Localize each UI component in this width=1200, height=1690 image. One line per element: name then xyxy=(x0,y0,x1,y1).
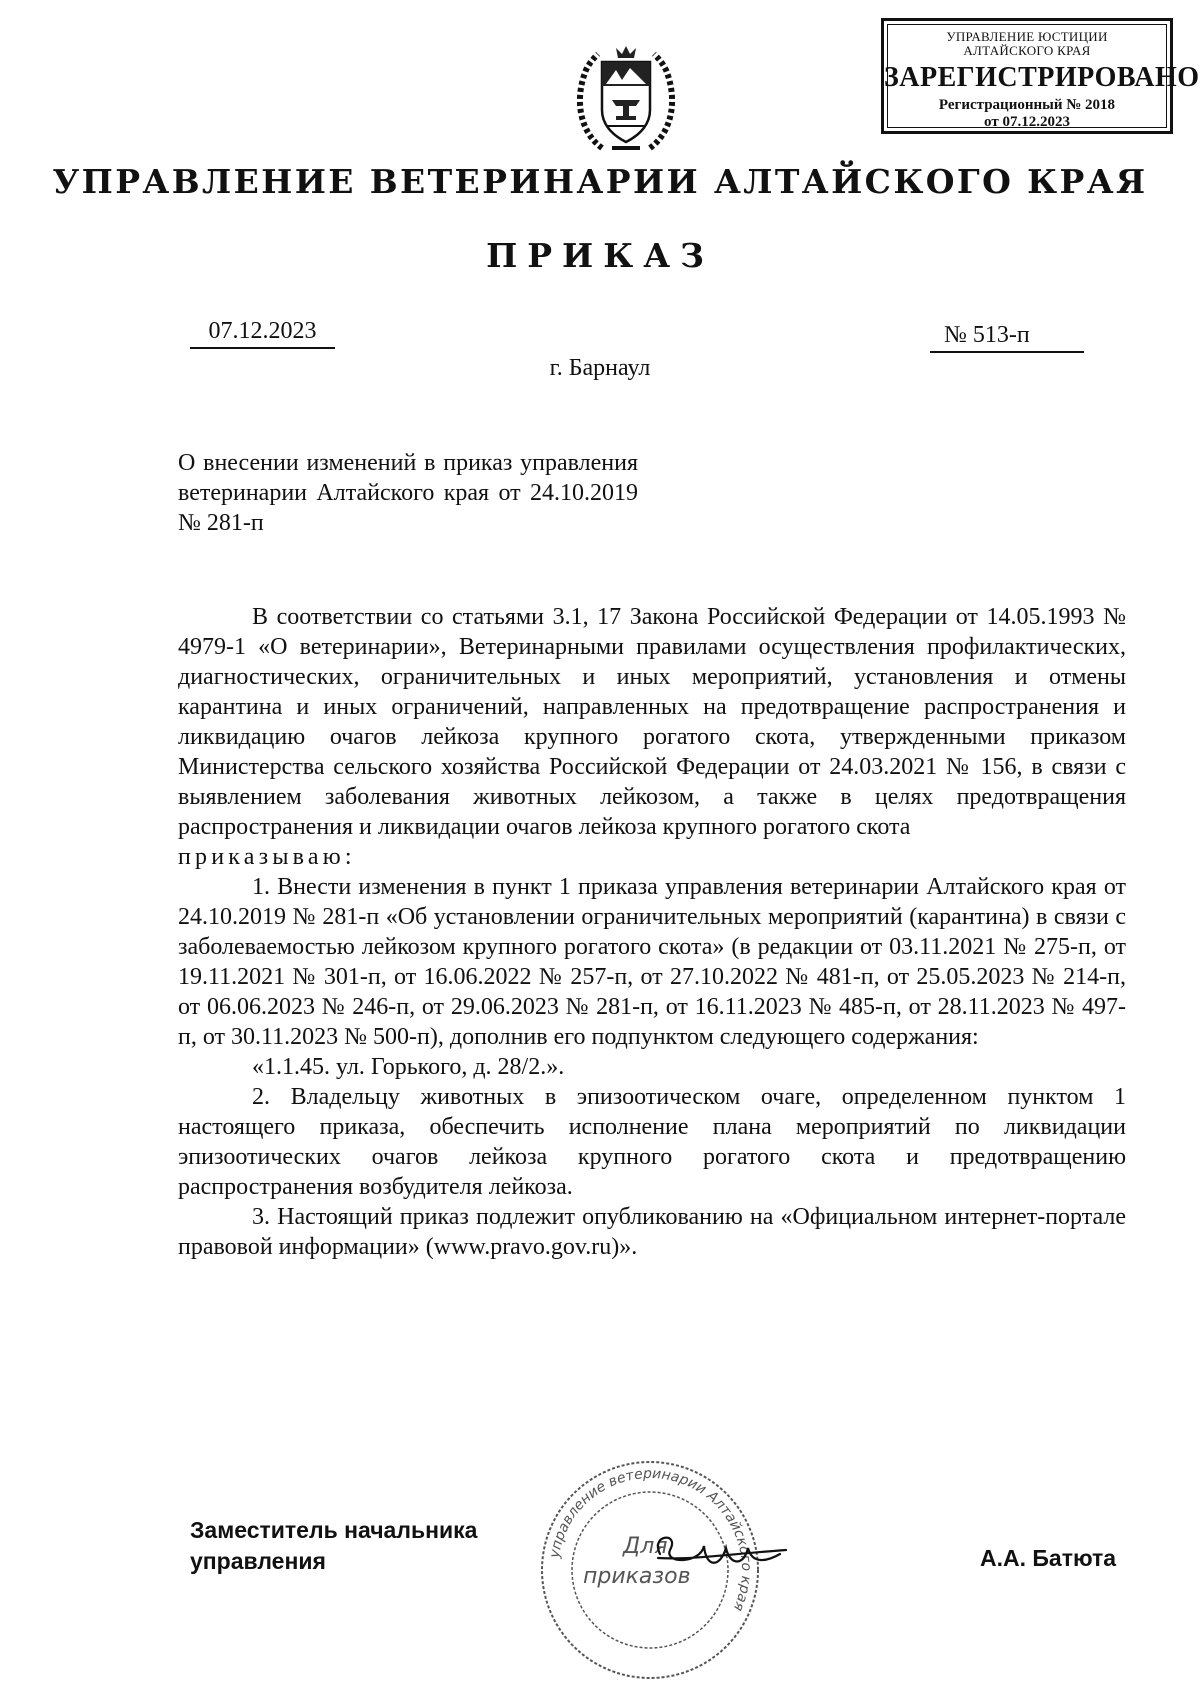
order-body xyxy=(178,602,1126,1262)
city: г. Барнаул xyxy=(549,355,651,381)
stamp-reg-number: Регистрационный № 2018 xyxy=(938,97,1116,113)
order-number: № 513-п xyxy=(930,322,1084,353)
preamble: В соответствии со статьями 3.1, 17 Закона Российской Федерации от 14.05.1993 № 4979-1 «О ветеринарии», Ветеринарными правилами осуществления профилактических, диагностических, ограничительных и иных мероприятий, установления и отмены карантина и иных ограничений, направленных на предотвращение распространения и ликвидацию очагов лейкоза крупного рогатого скота, утвержденными приказом Министерства сельского хозяйства Российской Федерации от 24.03.2021 № 156, в связи с выявлением заболевания животных лейкозом, а также в целях предотвращения распространения и ликвидации очагов лейкоза крупного рогатого скота xyxy=(178,604,1126,840)
item-1-quote: «1.1.45. ул. Горького, д. 28/2.». xyxy=(252,1054,565,1080)
signer-position-line1: Заместитель начальника xyxy=(190,1517,478,1543)
seal-center-line2: приказов xyxy=(583,1564,691,1589)
coat-of-arms-icon xyxy=(572,40,680,158)
stamp-reg-date: от 07.12.2023 xyxy=(984,114,1070,130)
document-type: ПРИКАЗ xyxy=(486,236,714,275)
registration-stamp xyxy=(881,18,1200,134)
order-word: приказываю: xyxy=(178,844,356,870)
organization-title: УПРАВЛЕНИЕ ВЕТЕРИНАРИИ АЛТАЙСКОГО КРАЯ xyxy=(52,162,1148,201)
item-2: 2. Владельцу животных в эпизоотическом очаге, определенном пунктом 1 настоящего приказа, обеспечить исполнение плана мероприятий по ликвидации эпизоотических очагов лейкоза крупного рогатого скота и предотвращению распространения возбудителя лейкоза. xyxy=(178,1084,1126,1200)
order-subject: О внесении изменений в приказ управления ветеринарии Алтайского края от 24.10.2019 № 281-п xyxy=(178,450,638,536)
order-date: 07.12.2023 xyxy=(190,318,335,349)
item-1: 1. Внести изменения в пункт 1 приказа управления ветеринарии Алтайского края от 24.10.2019 № 281-п «Об установлении ограничительных мероприятий (карантина) в связи с заболеваемостью лейкозом крупного рогатого скота» (в редакции от 03.11.2021 № 275-п, от 19.11.2021 № 301-п, от 16.06.2022 № 257-п, от 27.10.2022 № 481-п, от 25.05.2023 № 214-п, от 06.06.2023 № 246-п, от 29.06.2023 № 281-п, от 16.11.2023 № 485-п, от 28.11.2023 № 497-п, от 30.11.2023 № 500-п), дополнив его подпунктом следующего содержания: xyxy=(178,874,1126,1050)
signer-name: А.А. Батюта xyxy=(980,1545,1117,1571)
signer-position xyxy=(190,1515,477,1577)
item-3: 3. Настоящий приказ подлежит опубликованию на «Официальном интернет-портале правовой информации» (www.pravo.gov.ru)». xyxy=(178,1204,1126,1260)
handwritten-signature xyxy=(640,1524,790,1584)
stamp-status: ЗАРЕГИСТРИРОВАНО xyxy=(884,62,1200,93)
seal-center-line1: Для xyxy=(623,1534,668,1559)
stamp-authority-line1: УПРАВЛЕНИЕ ЮСТИЦИИ xyxy=(946,29,1108,44)
stamp-authority-line2: АЛТАЙСКОГО КРАЯ xyxy=(963,43,1091,58)
seal-ring-text: управление ветеринарии Алтайского края xyxy=(546,1465,755,1614)
signer-position-line2: управления xyxy=(190,1548,326,1574)
